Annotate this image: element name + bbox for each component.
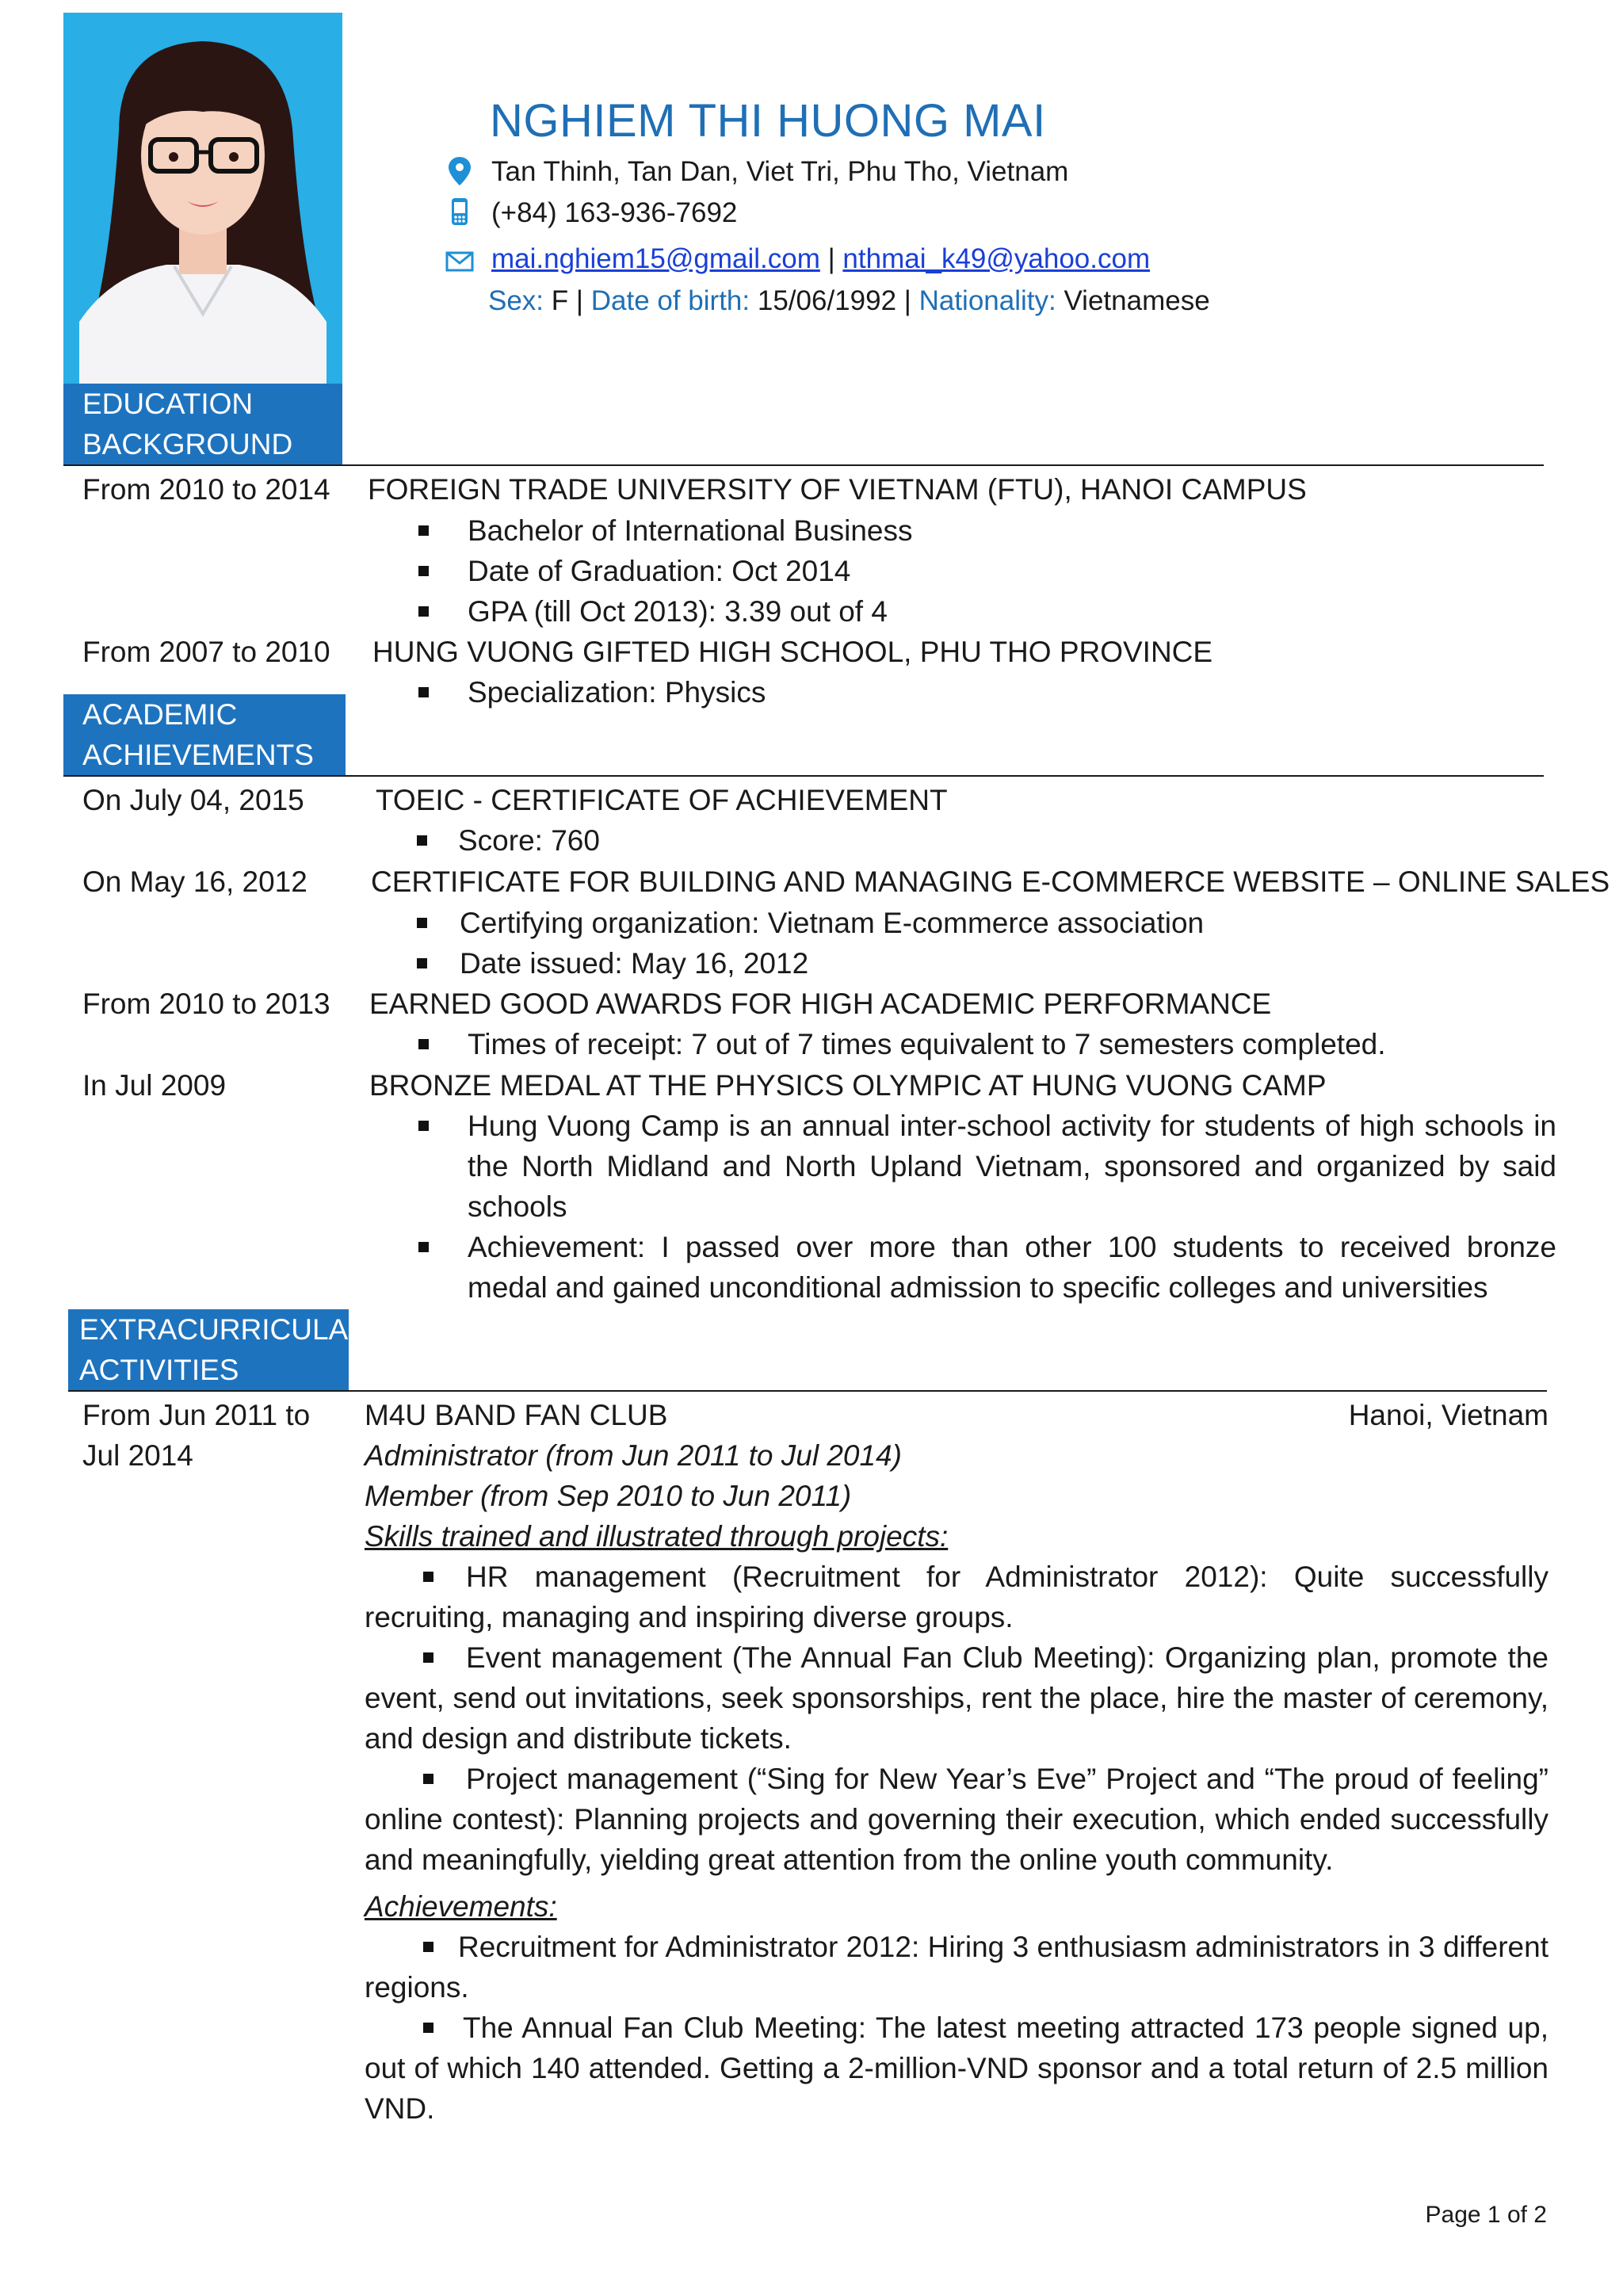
square-bullet-icon xyxy=(418,606,429,617)
activity-role: Member (from Sep 2010 to Jun 2011) xyxy=(365,1480,852,1512)
mobile-phone-icon xyxy=(445,197,474,228)
education-institution: HUNG VUONG GIFTED HIGH SCHOOL, PHU THO PROVINCE xyxy=(372,636,1213,668)
list-item xyxy=(418,1227,1556,1308)
info-separator: | xyxy=(575,285,583,316)
skill-text: Event management (The Annual Fan Club Meeting): Organizing plan, promote the event, send out invitations, seek sponsorships, rent the place, hire the master of ceremony, and design and distribute tickets. xyxy=(365,1641,1549,1755)
achievement-date: On July 04, 2015 xyxy=(82,784,304,816)
achievement-title: BRONZE MEDAL AT THE PHYSICS OLYMPIC AT HUNG VUONG CAMP xyxy=(369,1069,1327,1102)
square-bullet-icon xyxy=(417,918,427,928)
section-divider xyxy=(63,775,1544,777)
square-bullet-icon xyxy=(417,835,427,846)
activity-organization: M4U BAND FAN CLUB xyxy=(365,1399,668,1431)
skill-text: Project management (“Sing for New Year’s Eve” Project and “The proud of feeling” online contest): Planning projects and governing their execution, which ended successfully and meaningfully, yielding great attention from the online youth community. xyxy=(365,1763,1549,1876)
section-title-line: BACKGROUND xyxy=(82,428,293,460)
achievement-item xyxy=(365,1927,1549,2008)
skills-heading: Skills trained and illustrated through projects: xyxy=(365,1520,949,1553)
bullet-text: Times of receipt: 7 out of 7 times equivalent to 7 semesters completed. xyxy=(468,1028,1386,1060)
square-bullet-icon xyxy=(418,1121,429,1131)
section-title-line: EXTRACURRICULAR xyxy=(79,1313,369,1346)
square-bullet-icon xyxy=(418,687,429,697)
email-line xyxy=(491,239,1150,279)
bullet-text: Specialization: Physics xyxy=(468,676,766,709)
activity-date-line: Jul 2014 xyxy=(82,1439,193,1472)
achievement-item xyxy=(365,2008,1549,2129)
activity-location: Hanoi, Vietnam xyxy=(1348,1399,1549,1431)
section-title-line: ACHIEVEMENTS xyxy=(82,739,314,771)
skill-item xyxy=(365,1637,1549,1759)
square-bullet-icon xyxy=(418,566,429,576)
bullet-text: Certifying organization: Vietnam E-commerce association xyxy=(460,907,1205,939)
achievement-date: On May 16, 2012 xyxy=(82,865,307,898)
square-bullet-icon xyxy=(423,2023,433,2033)
achievement-title: CERTIFICATE FOR BUILDING AND MANAGING E-COMMERCE WEBSITE – ONLINE SALES xyxy=(371,865,1610,898)
square-bullet-icon xyxy=(423,1652,433,1663)
education-institution: FOREIGN TRADE UNIVERSITY OF VIETNAM (FTU), HANOI CAMPUS xyxy=(368,473,1307,506)
nationality-label: Nationality: xyxy=(918,285,1056,316)
activity-date xyxy=(82,1395,310,1476)
square-bullet-icon xyxy=(417,958,427,968)
achievements-heading: Achievements: xyxy=(365,1890,557,1923)
phone-text: (+84) 163-936-7692 xyxy=(491,197,738,228)
bullet-text: Hung Vuong Camp is an annual inter-school activity for students of high schools in the North Midland and North Upland Vietnam, sponsored and organized by said schools xyxy=(468,1110,1556,1223)
email-link-yahoo[interactable]: nthmai_k49@yahoo.com xyxy=(842,243,1151,274)
address-line xyxy=(491,152,1068,192)
location-pin-icon xyxy=(445,155,474,187)
candidate-name: NGHIEM THI HUONG MAI xyxy=(490,95,1046,147)
activity-header-row xyxy=(365,1395,1549,1435)
sex-value: F xyxy=(551,285,569,316)
personal-info-line xyxy=(488,281,1210,321)
bullet-text: Date of Graduation: Oct 2014 xyxy=(468,555,851,587)
activity-details xyxy=(365,1395,1549,2129)
info-separator: | xyxy=(903,285,911,316)
achievement-text: Recruitment for Administrator 2012: Hiring 3 enthusiasm administrators in 3 different regions. xyxy=(365,1931,1549,2004)
portrait-illustration xyxy=(63,13,342,384)
square-bullet-icon xyxy=(418,1039,429,1049)
achievement-bullet-list xyxy=(418,1106,1556,1308)
section-divider xyxy=(63,464,1544,466)
education-date: From 2007 to 2010 xyxy=(82,636,330,668)
section-header-academic xyxy=(63,694,346,775)
sex-label: Sex: xyxy=(488,285,544,316)
square-bullet-icon xyxy=(423,1942,433,1952)
bullet-text: GPA (till Oct 2013): 3.39 out of 4 xyxy=(468,595,888,628)
section-header-education xyxy=(63,384,342,464)
activity-date-line: From Jun 2011 to xyxy=(82,1399,311,1431)
bullet-text: Bachelor of International Business xyxy=(468,514,913,547)
square-bullet-icon xyxy=(418,1242,429,1252)
bullet-text: Score: 760 xyxy=(458,824,600,857)
section-title-line: ACADEMIC xyxy=(82,698,238,731)
bullet-text: Achievement: I passed over more than other 100 students to received bronze medal and gained unconditional admission to specific colleges and universities xyxy=(468,1231,1556,1304)
section-title-line: EDUCATION xyxy=(82,388,254,420)
nationality-value: Vietnamese xyxy=(1064,285,1210,316)
address-text: Tan Thinh, Tan Dan, Viet Tri, Phu Tho, Vietnam xyxy=(491,156,1069,187)
envelope-icon xyxy=(445,244,474,276)
list-item xyxy=(418,1106,1556,1227)
profile-photo xyxy=(63,13,342,384)
section-divider xyxy=(68,1390,1547,1392)
square-bullet-icon xyxy=(418,525,429,536)
dob-value: 15/06/1992 xyxy=(757,285,897,316)
achievement-date: From 2010 to 2013 xyxy=(82,988,330,1020)
skill-text: HR management (Recruitment for Administrator 2012): Quite successfully recruiting, managing and inspiring diverse groups. xyxy=(365,1561,1549,1633)
bullet-text: Date issued: May 16, 2012 xyxy=(460,947,809,980)
activity-role: Administrator (from Jun 2011 to Jul 2014) xyxy=(365,1439,902,1472)
skill-item xyxy=(365,1557,1549,1637)
education-date: From 2010 to 2014 xyxy=(82,473,330,506)
section-title-line: ACTIVITIES xyxy=(79,1354,239,1386)
square-bullet-icon xyxy=(423,1774,433,1784)
achievement-date: In Jul 2009 xyxy=(82,1069,227,1102)
page-number: Page 1 of 2 xyxy=(1425,2202,1547,2228)
email-link-gmail[interactable]: mai.nghiem15@gmail.com xyxy=(491,243,820,274)
email-separator: | xyxy=(827,243,835,274)
skill-item xyxy=(365,1759,1549,1880)
achievement-title: EARNED GOOD AWARDS FOR HIGH ACADEMIC PERFORMANCE xyxy=(369,988,1272,1020)
achievement-text: The Annual Fan Club Meeting: The latest meeting attracted 173 people signed up, out of which 140 attended. Getting a 2-million-VND sponsor and a total return of 2.5 million VND. xyxy=(365,2011,1549,2125)
dob-label: Date of birth: xyxy=(590,285,750,316)
phone-line xyxy=(491,193,737,233)
section-header-extracurricular xyxy=(68,1309,369,1390)
square-bullet-icon xyxy=(423,1572,433,1582)
achievement-title: TOEIC - CERTIFICATE OF ACHIEVEMENT xyxy=(376,784,948,816)
